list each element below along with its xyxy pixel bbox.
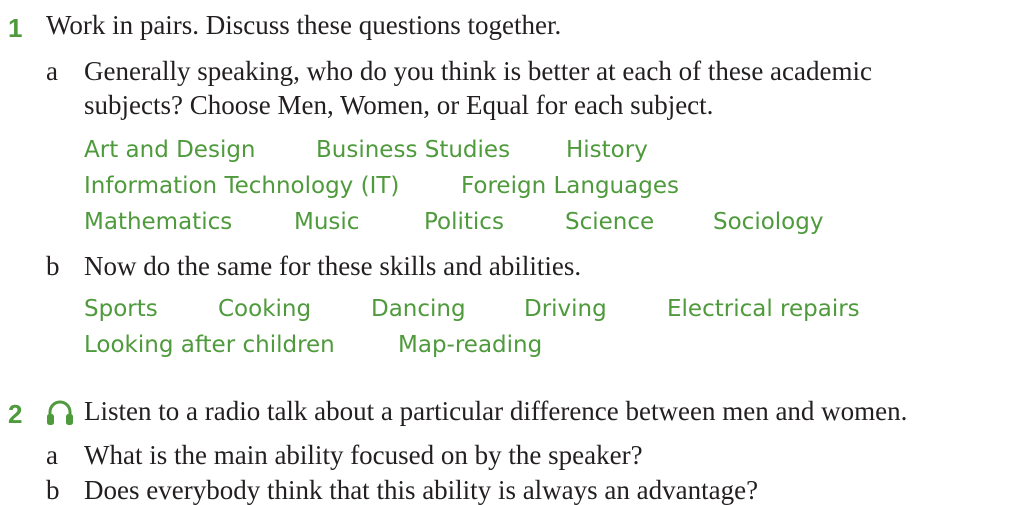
skill-word: Looking after children	[84, 332, 335, 358]
question-2b-letter: b	[46, 475, 60, 505]
skill-word: Electrical repairs	[667, 296, 860, 322]
subject-word: Sociology	[713, 209, 824, 235]
question-2-instruction: Listen to a radio talk about a particular difference between men and women.	[84, 396, 908, 426]
subject-word: Music	[294, 209, 360, 235]
skill-word: Sports	[84, 296, 158, 322]
question-1b-letter: b	[46, 251, 60, 281]
question-2b-text: Does everybody think that this ability is always an advantage?	[84, 475, 759, 505]
headphones-icon	[45, 399, 75, 432]
question-1a-letter: a	[46, 56, 58, 86]
question-2a-letter: a	[46, 440, 58, 470]
subject-word: Information Technology (IT)	[84, 173, 400, 199]
subject-word: Science	[565, 209, 655, 235]
subject-word: Mathematics	[84, 209, 233, 235]
question-2a-text: What is the main ability focused on by the speaker?	[84, 440, 643, 470]
skill-word: Driving	[524, 296, 607, 322]
subject-word: Art and Design	[84, 137, 256, 163]
skill-word: Map-reading	[398, 332, 543, 358]
skill-word: Cooking	[218, 296, 312, 322]
subject-word: History	[566, 137, 648, 163]
subject-word: Business Studies	[316, 137, 511, 163]
question-1b-text: Now do the same for these skills and abilities.	[84, 251, 582, 281]
question-2-number: 2	[8, 399, 23, 429]
subject-word: Politics	[424, 209, 504, 235]
subject-word: Foreign Languages	[461, 173, 679, 199]
question-1a-line-1: Generally speaking, who do you think is better at each of these academic	[84, 56, 872, 86]
question-1-instruction: Work in pairs. Discuss these questions together.	[46, 10, 562, 40]
question-1a-line-2: subjects? Choose Men, Women, or Equal for each subject.	[84, 90, 714, 120]
skill-word: Dancing	[371, 296, 466, 322]
question-1-number: 1	[8, 13, 23, 43]
